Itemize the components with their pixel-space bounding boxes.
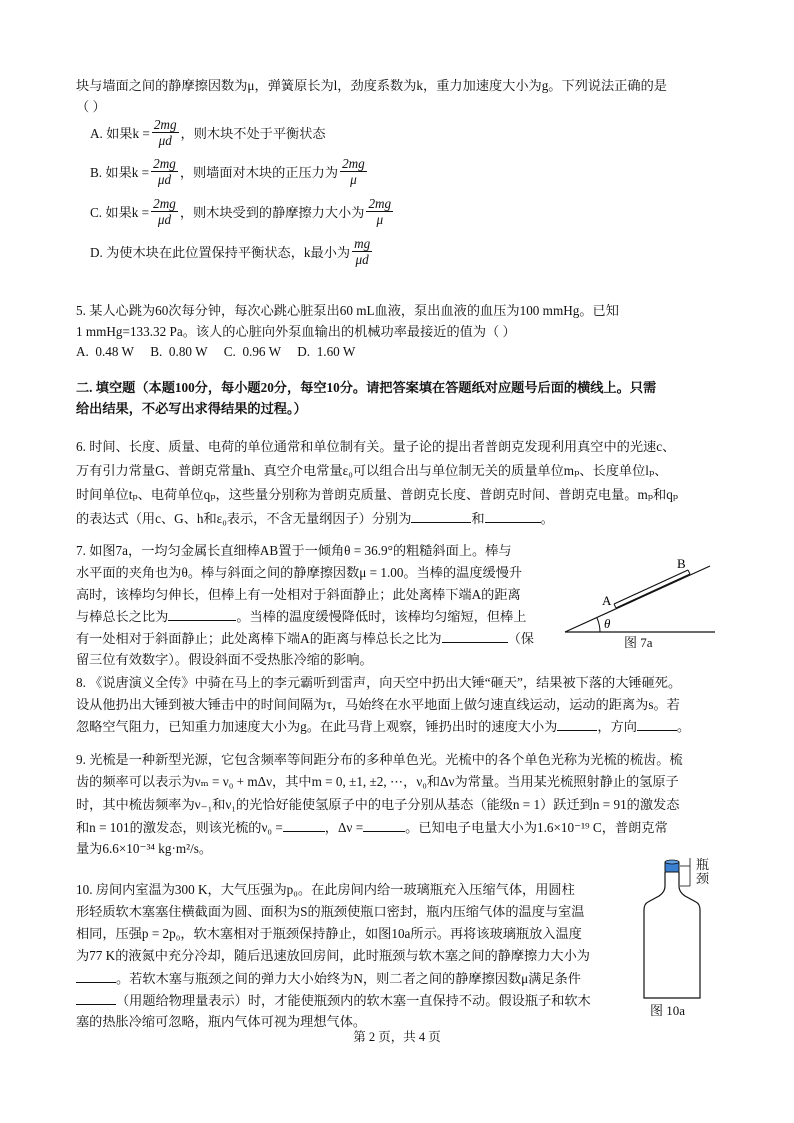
rod-ab-upper [614,570,688,604]
fraction: $\frac{mg}{\mu d}$ [354,235,371,267]
q7-line4: 与棒总长之比为 。当棒的温度缓慢降低时，该棒均匀缩短，但棒上 [76,606,526,627]
q7-line5: 有一处相对于斜面静止；此处离棒下端A的距离与棒总长之比为 （保 [76,628,534,649]
rod-ab-lower [616,574,690,608]
q7-line2: 水平面的夹角也为θ。棒与斜面之间的静摩擦因数μ = 1.00。当棒的温度缓慢升 [76,565,523,580]
answer-blank[interactable] [363,817,405,832]
q6-line2: 万有引力常量G、普朗克常量h、真空介电常量ε₀可以组合出与单位制无关的质量单位mₚ、长度单位lₚ、 [76,463,668,478]
answer-blank[interactable] [411,508,471,523]
q9-line2: 齿的频率可以表示为νₘ = ν₀ + mΔν，其中m = 0, ±1, ±2, ⋯，ν₀和Δν为常量。当用某光梳照射静止的氢原子 [76,774,679,789]
q10-line4: 为77 K的液氮中充分冷却，随后迅速放回房间，此时瓶颈与软木塞之间的静摩擦力大小为 [76,948,590,963]
q7-line6: 留三位有效数字）。假设斜面不受热胀冷缩的影响。 [76,652,373,667]
label-theta: θ [604,616,611,631]
q4-stem-line2: （ ） [76,99,106,114]
q10-line6: （用题给物理量表示）时，才能使瓶颈内的软木塞一直保持不动。假设瓶子和软木 [76,990,591,1011]
q7-line3: 高时，该棒均匀伸长，但棒上有一处相对于斜面静止；此处离棒下端A的距离 [76,587,521,602]
q10-line7: 塞的热胀冷缩可忽略，瓶内气体可视为理想气体。 [76,1014,367,1029]
section2-heading-line2: 给出结果，不必写出求得结果的过程。） [76,401,307,416]
figure-10a-caption: 图 10a [650,1003,686,1018]
q5-line2: 1 mmHg=133.32 Pa。该人的心脏向外泵血输出的机械功率最接近的值为（ ） [76,324,516,339]
q10-line1: 10. 房间内室温为300 K，大气压强为p₀。在此房间内给一玻璃瓶充入压缩气体，用圆柱 [76,882,575,897]
q9-line4: 和n = 101的激发态，则该光梳的ν₀ = ，Δν = 。已知电子电量大小为1.6×10⁻¹⁹ C，普朗克常 [76,817,668,838]
q8-line1: 8. 《说唐演义全传》中骑在马上的李元霸听到雷声，向天空中扔出大锤“砸天”，结果被下落的大锤砸死。 [76,675,682,690]
q9-line3: 时，其中梳齿频率为ν₋₁和ν₁的光恰好能使氢原子中的电子分别从基态（能级n = 1）跃迁到n = 91的激发态 [76,797,680,812]
q10-line5: 。若软木塞与瓶颈之间的弹力大小始终为N，则二者之间的静摩擦因数μ满足条件 [76,968,581,989]
q8-line2: 设从他扔出大锤到被大锤击中的时间间隔为τ，马始终在水平地面上做匀速直线运动，运动的距离为s。若 [76,697,680,712]
q4-stem-line1: 块与墙面之间的静摩擦因数为μ，弹簧原长为l，劲度系数为k，重力加速度大小为g。下列说法正确的是 [76,78,667,93]
q4-option-d: D. 为使木块在此位置保持平衡状态，k最小为 $\frac{mg}{\mu d}$ [90,235,371,267]
q10-line2: 形轻质软木塞塞住横截面为圆、面积为S的瓶颈使瓶口密封，瓶内压缩气体的温度与室温 [76,904,585,919]
label-b: B [677,556,686,571]
q4-option-a [90,114,326,150]
q9-line1: 9. 光梳是一种新型光源，它包含频率等间距分布的多种单色光。光梳中的各个单色光称为光梳的梳齿。梳 [76,752,683,767]
answer-blank[interactable] [76,990,116,1005]
fraction: $\frac{2mg}{\mu d}$ [153,195,176,227]
answer-blank[interactable] [485,508,541,523]
q7-line1: 7. 如图7a，一均匀金属长直细棒AB置于一倾角θ = 36.9°的粗糙斜面上。棒与 [76,543,512,558]
fraction: $\frac{2mg}{\mu d}$ [153,155,176,187]
neck-label: 瓶 颈 [696,857,710,886]
label-a: A [602,593,612,608]
fraction: $\frac{2mg}{\mu}$ [368,195,392,227]
bottle-outline [644,872,700,998]
fraction: $\frac{2mg}{\mu}$ [342,155,365,187]
q9-line5: 量为6.6×10⁻³⁴ kg·m²/s。 [76,841,213,856]
answer-blank[interactable] [283,817,325,832]
figure-7a-caption: 图 7a [624,635,653,650]
q5-line1: 5. 某人心跳为60次每分钟，每次心跳心脏泵出60 mL血液，泵出血液的血压为100 mmHg。已知 [76,303,619,318]
fraction: $\frac{2mg}{\mu d}$ [153,116,177,148]
q4-option-a-prefix: A. 如果k = [90,125,150,141]
answer-blank[interactable] [557,716,597,731]
q5-options: A. 0.48 W B. 0.80 W C. 0.96 W D. 1.60 W [76,344,356,359]
q6-line1: 6. 时间、长度、质量、电荷的单位通常和单位制有关。量子论的提出者普朗克发现利用真空中的光速c、 [76,439,676,454]
page-footer: 第 2 页，共 4 页 [353,1030,441,1044]
cork-top [665,860,679,864]
answer-blank[interactable] [442,628,508,643]
q6-line4: 的表达式（用c、G、h和ε₀表示，不含无量纲因子）分别为 和 。 [76,508,554,529]
q4-option-b: B. 如果k = $\frac{2mg}{\mu d}$ ，则墙面对木块的正压力为 $\frac{2mg}{\mu}$ [90,155,365,187]
q8-line3: 忽略空气阻力，已知重力加速度大小为g。在此马背上观察，锤扔出时的速度大小为 ，方向 。 [76,716,690,737]
incline-line [565,566,710,632]
angle-arc [597,618,600,632]
q4-option-a-suffix: ，则木块不处于平衡状态 [180,125,326,141]
q6-line3: 时间单位tₚ、电荷单位qₚ，这些量分别称为普朗克质量、普朗克长度、普朗克时间、普朗克电量。mₚ和qₚ [76,487,679,502]
answer-blank[interactable] [637,716,677,731]
answer-blank[interactable] [76,968,116,983]
q10-line3: 相同，压强p = 2p₀，软木塞相对于瓶颈保持静止，如图10a所示。再将该玻璃瓶放入温度 [76,926,582,941]
answer-blank[interactable] [168,606,236,621]
q4-option-c: C. 如果k = $\frac{2mg}{\mu d}$ ，则木块受到的静摩擦力大小为 $\frac{2mg}{\mu}$ [90,195,392,227]
section2-heading-line1: 二. 填空题（本题100分，每小题20分，每空10分。请把答案填在答题纸对应题号后面的横线上。只需 [76,380,657,395]
